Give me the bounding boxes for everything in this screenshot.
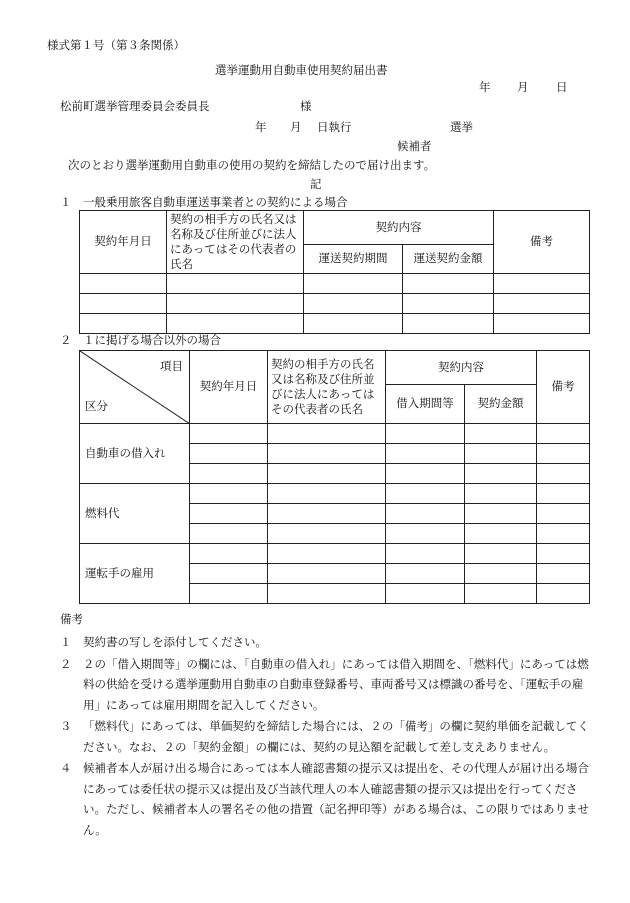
- table-cell[interactable]: [304, 313, 403, 333]
- table-cell[interactable]: [268, 444, 386, 464]
- table-cell[interactable]: [386, 584, 465, 604]
- table-cell[interactable]: [190, 584, 268, 604]
- remark-number: ４: [60, 761, 72, 775]
- remark-item: [60, 654, 595, 716]
- table-cell[interactable]: [537, 444, 590, 464]
- section1-table: [79, 210, 590, 334]
- table-cell[interactable]: [386, 424, 465, 444]
- remark-number: ３: [60, 719, 72, 733]
- s2-row-vehicle: 自動車の借入れ: [80, 424, 190, 484]
- table-cell[interactable]: [190, 484, 268, 504]
- table-cell[interactable]: [465, 424, 537, 444]
- table-cell[interactable]: [494, 273, 590, 293]
- table-cell[interactable]: [537, 464, 590, 484]
- table-cell[interactable]: [80, 313, 167, 333]
- s2-col-contents: 契約内容: [386, 351, 537, 385]
- intro-text: 次のとおり選挙運動用自動車の使用の契約を締結したので届け出ます。: [68, 158, 436, 172]
- table-cell[interactable]: [167, 313, 304, 333]
- table-cell[interactable]: [268, 424, 386, 444]
- table-cell[interactable]: [494, 293, 590, 313]
- table-row: [80, 273, 590, 293]
- table-cell[interactable]: [268, 524, 386, 544]
- table-cell[interactable]: [190, 544, 268, 564]
- remark-item: [60, 716, 595, 757]
- table-row: [80, 544, 590, 564]
- remark-item: [60, 758, 595, 840]
- table-cell[interactable]: [167, 273, 304, 293]
- date-month-label: 月: [517, 80, 529, 94]
- table-cell[interactable]: [537, 524, 590, 544]
- table-cell[interactable]: [190, 464, 268, 484]
- s2-row-driver: 運転手の雇用: [80, 544, 190, 604]
- remarks-heading: 備考: [60, 612, 83, 626]
- s2-col-period: 借入期間等: [386, 385, 465, 424]
- s1-col-period: 運送契約期間: [304, 245, 403, 274]
- s2-corner-category: 区分: [85, 399, 108, 414]
- section2-table: [79, 350, 590, 604]
- s2-corner-cell: [80, 351, 190, 424]
- table-row: [80, 484, 590, 504]
- table-cell[interactable]: [465, 564, 537, 584]
- s1-col-contents: 契約内容: [304, 211, 494, 245]
- table-cell[interactable]: [167, 293, 304, 313]
- table-row: [80, 293, 590, 313]
- s2-col-party: 契約の相手方の氏名又は名称及び住所並びに法人にあってはその代表者の氏名: [268, 351, 386, 424]
- ki-label: 記: [310, 177, 322, 191]
- table-cell[interactable]: [268, 504, 386, 524]
- s2-col-date: 契約年月日: [190, 351, 268, 424]
- table-cell[interactable]: [386, 444, 465, 464]
- document-title: 選挙運動用自動車使用契約届出書: [215, 63, 388, 77]
- election-month-label: 月: [290, 120, 302, 134]
- table-cell[interactable]: [465, 544, 537, 564]
- table-cell[interactable]: [386, 524, 465, 544]
- table-cell[interactable]: [190, 424, 268, 444]
- table-cell[interactable]: [80, 273, 167, 293]
- table-cell[interactable]: [537, 564, 590, 584]
- table-cell[interactable]: [403, 273, 494, 293]
- table-cell[interactable]: [268, 484, 386, 504]
- table-cell[interactable]: [494, 313, 590, 333]
- table-cell[interactable]: [465, 444, 537, 464]
- election-day-label: 日執行: [317, 120, 352, 134]
- remark-item: [60, 632, 595, 653]
- table-row: [80, 424, 590, 444]
- remark-text: ２の「借入期間等」の欄には、「自動車の借入れ」にあっては借入期間を、「燃料代」にあっては燃料の供給を受ける選挙運動用自動車の自動車登録番号、車両番号又は標識の番号を、「運転手の雇用」にあっては雇用期間を記入してください。: [83, 656, 589, 712]
- remark-text: 候補者本人が届け出る場合にあっては本人確認書類の提示又は提出を、その代理人が届け出る場合にあっては委任状の提示又は提出及び当該代理人の本人確認書類の提示又は提出を行ってください。ただし、候補者本人の署名その他の措置（記名押印等）がある場合は、この限りではありません。: [83, 761, 589, 837]
- table-cell[interactable]: [80, 293, 167, 313]
- election-year-label: 年: [255, 120, 267, 134]
- table-cell[interactable]: [304, 273, 403, 293]
- s1-col-amount: 運送契約金額: [403, 245, 494, 274]
- table-cell[interactable]: [190, 564, 268, 584]
- table-cell[interactable]: [537, 424, 590, 444]
- remark-text: 契約書の写しを添付してください。: [83, 635, 267, 649]
- table-cell[interactable]: [465, 464, 537, 484]
- date-year-label: 年: [479, 80, 491, 94]
- date-day-label: 日: [556, 80, 568, 94]
- table-cell[interactable]: [537, 484, 590, 504]
- table-cell[interactable]: [403, 293, 494, 313]
- s2-corner-item: 項目: [160, 359, 183, 373]
- s1-col-party: 契約の相手方の氏名又は名称及び住所並びに法人にあってはその代表者の氏名: [167, 211, 304, 274]
- table-cell[interactable]: [190, 444, 268, 464]
- table-cell[interactable]: [537, 504, 590, 524]
- table-cell[interactable]: [190, 524, 268, 544]
- candidate-label: 候補者: [397, 139, 432, 153]
- s2-col-remarks: 備考: [537, 351, 590, 424]
- section2-heading: ２ １に掲げる場合以外の場合: [60, 333, 221, 347]
- table-cell[interactable]: [386, 504, 465, 524]
- honorific: 様: [300, 99, 312, 113]
- table-cell[interactable]: [268, 464, 386, 484]
- form-number: 様式第１号（第３条関係）: [47, 38, 185, 52]
- s1-col-date: 契約年月日: [80, 211, 167, 274]
- s2-row-fuel: 燃料代: [80, 484, 190, 544]
- addressee: 松前町選挙管理委員会委員長: [60, 99, 210, 113]
- table-cell[interactable]: [465, 584, 537, 604]
- table-cell[interactable]: [465, 524, 537, 544]
- table-cell[interactable]: [304, 293, 403, 313]
- table-cell[interactable]: [386, 464, 465, 484]
- table-cell[interactable]: [386, 484, 465, 504]
- table-cell[interactable]: [465, 484, 537, 504]
- remark-text: 「燃料代」にあっては、単価契約を締結した場合には、２の「備考」の欄に契約単価を記載してください。なお、２の「契約金額」の欄には、契約の見込額を記載して差し支えありません。: [83, 719, 589, 754]
- table-cell[interactable]: [537, 584, 590, 604]
- table-cell[interactable]: [268, 564, 386, 584]
- table-cell[interactable]: [190, 504, 268, 524]
- table-cell[interactable]: [537, 544, 590, 564]
- table-cell[interactable]: [465, 504, 537, 524]
- s1-col-remarks: 備考: [494, 211, 590, 274]
- table-cell[interactable]: [386, 564, 465, 584]
- table-cell[interactable]: [268, 544, 386, 564]
- section1-heading: １ 一般乗用旅客自動車運送事業者との契約による場合: [60, 195, 348, 209]
- table-row: [80, 313, 590, 333]
- table-cell[interactable]: [403, 313, 494, 333]
- election-label: 選挙: [450, 120, 473, 134]
- s2-col-amount: 契約金額: [465, 385, 537, 424]
- table-cell[interactable]: [386, 544, 465, 564]
- table-cell[interactable]: [268, 584, 386, 604]
- remark-number: ２: [60, 656, 72, 671]
- remarks-list: [60, 632, 595, 841]
- remark-number: １: [60, 635, 72, 649]
